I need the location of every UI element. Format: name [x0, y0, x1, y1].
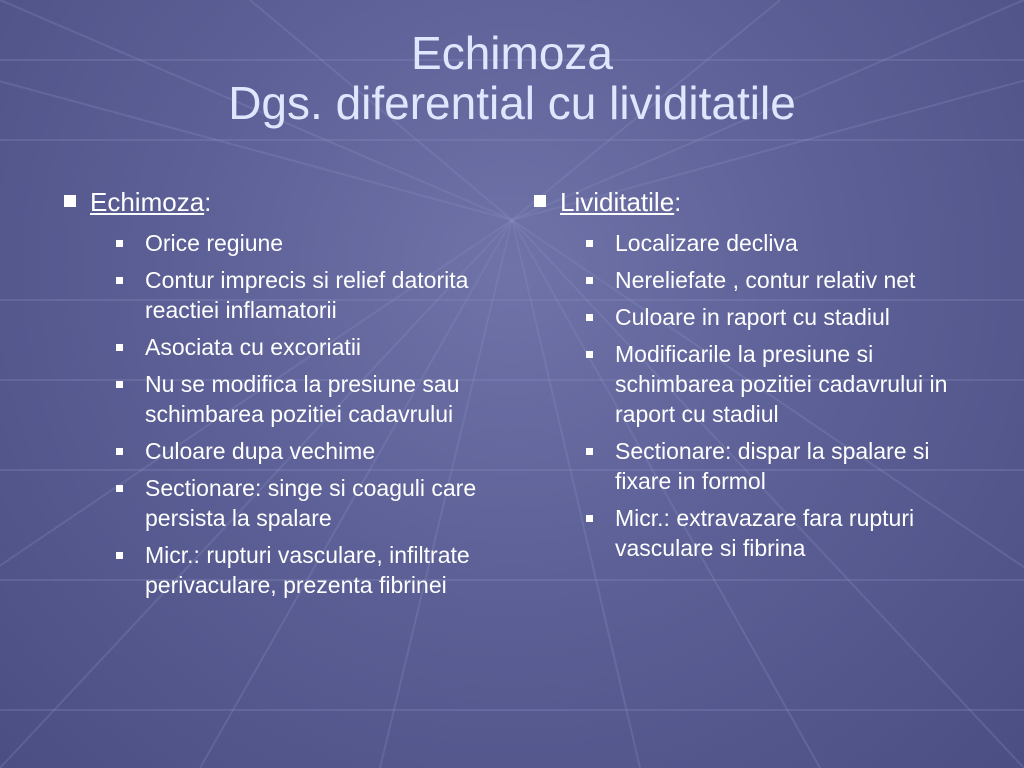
title-line-2: Dgs. diferential cu lividitatile — [228, 77, 796, 129]
square-bullet-icon — [116, 344, 123, 351]
square-bullet-icon — [116, 277, 123, 284]
square-bullet-icon — [116, 552, 123, 559]
right-heading-colon: : — [674, 187, 682, 217]
square-bullet-icon — [64, 195, 76, 207]
list-item: Modificarile la presiune si schimbarea pozitiei cadavrului in raport cu stadiul — [584, 339, 972, 429]
square-bullet-icon — [586, 351, 593, 358]
right-list — [532, 228, 972, 563]
square-bullet-icon — [586, 314, 593, 321]
left-heading — [62, 186, 502, 218]
square-bullet-icon — [586, 277, 593, 284]
list-item: Asociata cu excoriatii — [114, 332, 502, 362]
right-heading — [532, 186, 972, 218]
slide-title — [0, 28, 1024, 128]
square-bullet-icon — [534, 195, 546, 207]
square-bullet-icon — [116, 448, 123, 455]
square-bullet-icon — [116, 485, 123, 492]
list-item: Micr.: rupturi vasculare, infiltrate perivaculare, prezenta fibrinei — [114, 540, 502, 600]
square-bullet-icon — [116, 381, 123, 388]
square-bullet-icon — [116, 240, 123, 247]
right-column — [532, 186, 972, 570]
square-bullet-icon — [586, 240, 593, 247]
list-item: Orice regiune — [114, 228, 502, 258]
square-bullet-icon — [586, 448, 593, 455]
list-item: Sectionare: singe si coaguli care persista la spalare — [114, 473, 502, 533]
list-item: Contur imprecis si relief datorita reactiei inflamatorii — [114, 265, 502, 325]
left-list — [62, 228, 502, 600]
left-heading-colon: : — [204, 187, 212, 217]
left-column — [62, 186, 502, 607]
list-item: Sectionare: dispar la spalare si fixare in formol — [584, 436, 972, 496]
right-heading-text: Lividitatile — [560, 187, 675, 217]
list-item: Nu se modifica la presiune sau schimbarea pozitiei cadavrului — [114, 369, 502, 429]
title-line-1: Echimoza — [411, 27, 613, 79]
list-item: Nereliefate , contur relativ net — [584, 265, 972, 295]
square-bullet-icon — [586, 515, 593, 522]
list-item: Culoare in raport cu stadiul — [584, 302, 972, 332]
list-item: Culoare dupa vechime — [114, 436, 502, 466]
left-heading-text: Echimoza — [90, 187, 205, 217]
list-item: Micr.: extravazare fara rupturi vasculare si fibrina — [584, 503, 972, 563]
list-item: Localizare decliva — [584, 228, 972, 258]
